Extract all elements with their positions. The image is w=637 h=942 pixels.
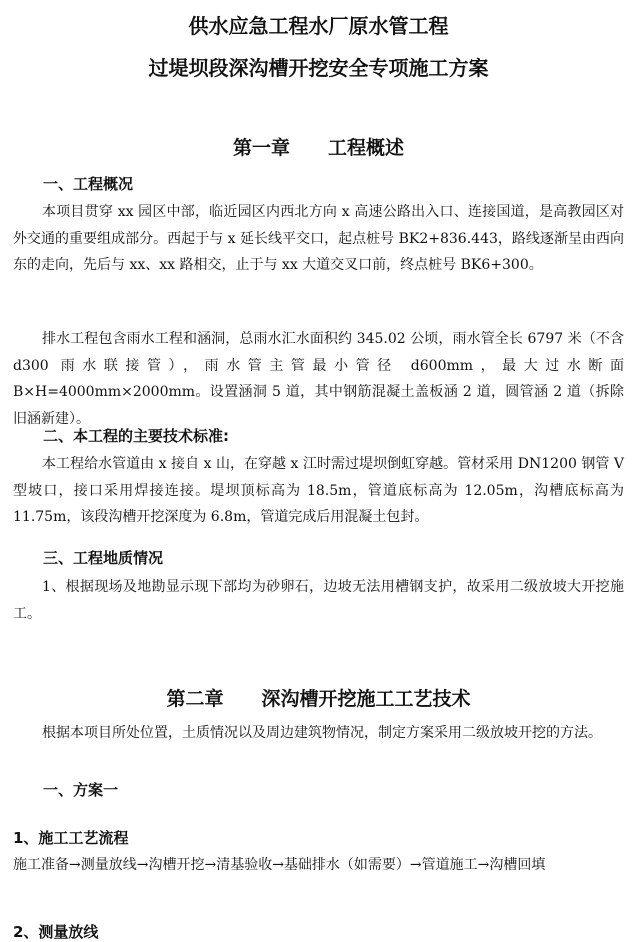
chapter-2-intro-paragraph: 根据本项目所处位置，土质情况以及周边建筑物情况，制定方案采用二级放坡开挖的方法。 [42, 725, 602, 741]
chapter-2-name: 深沟槽开挖施工工艺技术 [261, 688, 471, 710]
step-2-heading: 2、测量放线 [13, 923, 99, 941]
document-title-line1: 供水应急工程水厂原水管工程 [188, 14, 449, 38]
section-1-paragraph-2: 排水工程包含雨水工程和涵洞，总雨水汇水面积约 345.02 公顷，雨水管全长 6797 米（不含 d300 雨水联接管），雨水管主管最小管径 d600mm，最大过水断面 B×H=4000mm×2000mm。设置涵洞 5 道，其中钢筋混凝土盖板涵 2 道，圆管涵 2 道（拆除旧涵新建）。 [13, 331, 624, 427]
section-1-heading: 一、工程概况 [43, 175, 134, 193]
section-3-heading: 三、工程地质情况 [43, 549, 164, 567]
plan-1-heading: 一、方案一 [43, 781, 119, 799]
chapter-1-heading [0, 133, 637, 160]
chapter-2-number: 第二章 [166, 688, 224, 710]
section-1-paragraph-1: 本项目贯穿 xx 园区中部，临近园区内西北方向 x 高速公路出入口、连接国道，是高教园区对外交通的重要组成部分。西起于与 x 延长线平交口，起点桩号 BK2+836.443，路线逐渐呈由西向东的走向，先后与 xx、xx 路相交，止于与 xx 大道交叉口前，终点桩号 BK6+300。 [13, 204, 624, 273]
document-title-line2: 过堤坝段深沟槽开挖安全专项施工方案 [148, 56, 489, 80]
step-1-heading: 1、施工工艺流程 [13, 829, 129, 847]
section-2-heading: 二、本工程的主要技术标准: [43, 427, 229, 445]
section-2-paragraph: 本工程给水管道由 x 接自 x 山，在穿越 x 江时需过堤坝倒虹穿越。管材采用 DN1200 钢管 V 型坡口，接口采用焊接连接。堤坝顶标高为 18.5m，管道底标高为 12.05m，沟槽底标高为 11.75m，该段沟槽开挖深度为 6.8m，管道完成后用混凝土包封。 [13, 456, 624, 525]
chapter-1-number: 第一章 [232, 137, 290, 159]
chapter-1-name: 工程概述 [328, 137, 405, 159]
section-3-paragraph: 1、根据现场及地勘显示现下部均为砂卵石，边坡无法用槽钢支护，故采用二级放坡大开挖施工。 [13, 579, 624, 622]
step-1-paragraph: 施工准备→测量放线→沟槽开挖→清基验收→基础排水（如需要）→管道施工→沟槽回填 [13, 857, 546, 873]
chapter-2-heading [0, 684, 637, 711]
